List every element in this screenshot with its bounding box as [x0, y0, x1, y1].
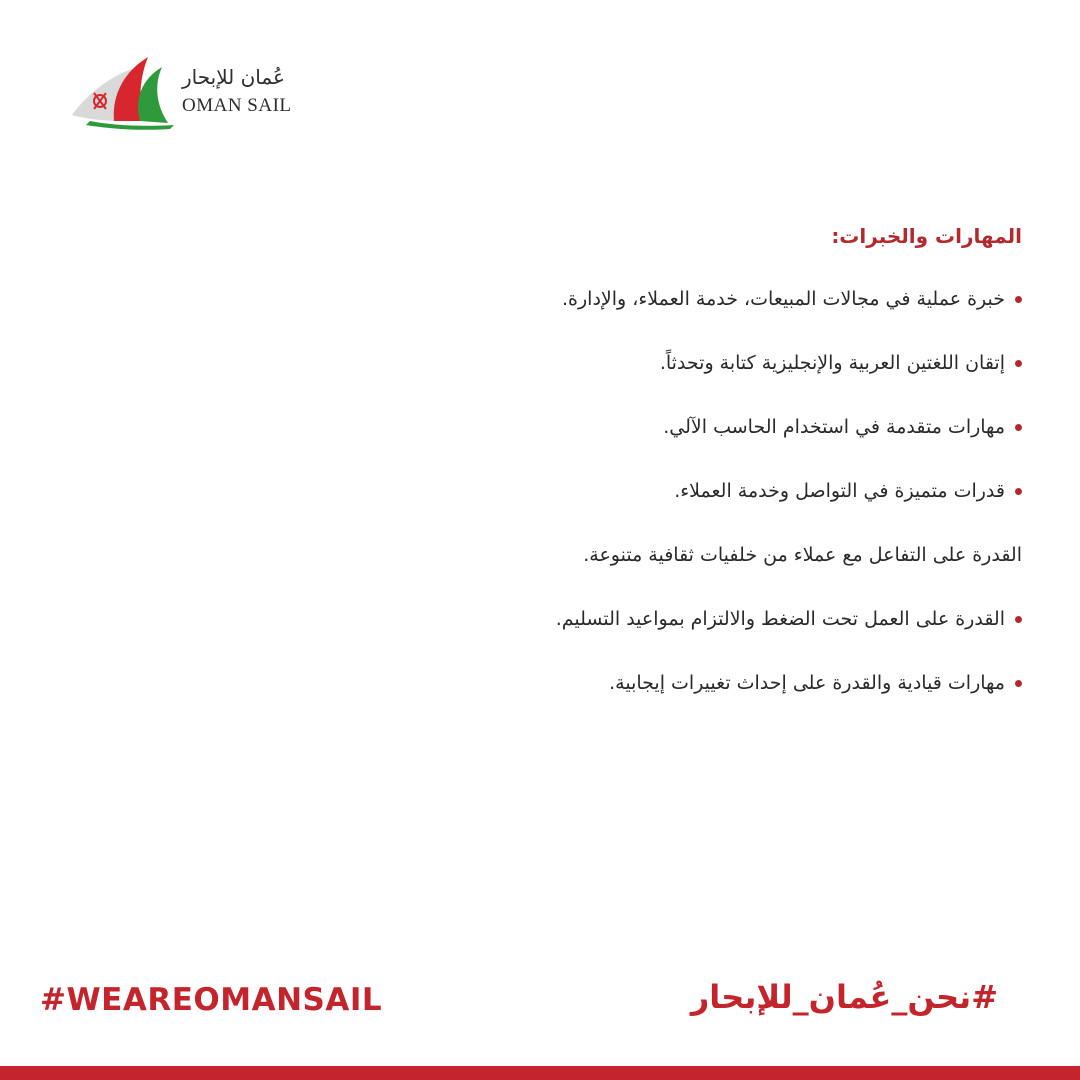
- list-item: [382, 536, 1022, 574]
- bullet-icon: [1015, 680, 1022, 687]
- section-heading: المهارات والخبرات:: [831, 224, 1022, 248]
- skills-list: [382, 280, 1022, 702]
- logo-arabic-text: عُمان للإبحار: [182, 65, 285, 89]
- list-item: [382, 664, 1022, 702]
- oman-sail-sails-icon: [70, 55, 180, 135]
- bullet-icon: [1015, 488, 1022, 495]
- oman-sail-logo: [70, 55, 300, 135]
- list-item: [382, 472, 1022, 510]
- list-item-text: القدرة على العمل تحت الضغط والالتزام بمواعيد التسليم.: [555, 608, 1005, 630]
- list-item-text: إتقان اللغتين العربية والإنجليزية كتابة وتحدثاً.: [659, 352, 1005, 374]
- bottom-accent-bar: [0, 1066, 1080, 1080]
- bullet-icon: [1015, 424, 1022, 431]
- list-item: [382, 600, 1022, 638]
- list-item-text: قدرات متميزة في التواصل وخدمة العملاء.: [674, 480, 1005, 502]
- list-item: [382, 408, 1022, 446]
- list-item-text: مهارات قيادية والقدرة على إحداث تغييرات إيجابية.: [609, 672, 1005, 694]
- bullet-icon: [1015, 616, 1022, 623]
- logo-english-text: OMAN SAIL: [182, 95, 292, 116]
- list-item: [382, 344, 1022, 382]
- hashtag-arabic: #نحن_عُمان_للإبحار: [690, 978, 998, 1016]
- skills-section: [382, 218, 1022, 728]
- list-item-text: خبرة عملية في مجالات المبيعات، خدمة العملاء، والإدارة.: [562, 288, 1005, 310]
- list-item-text: مهارات متقدمة في استخدام الحاسب الآلي.: [663, 416, 1005, 438]
- bullet-icon: [1015, 360, 1022, 367]
- hashtag-english: #WEAREOMANSAIL: [40, 982, 383, 1018]
- bullet-icon: [1015, 296, 1022, 303]
- list-item-text: القدرة على التفاعل مع عملاء من خلفيات ثقافية متنوعة.: [583, 544, 1022, 566]
- list-item: [382, 280, 1022, 318]
